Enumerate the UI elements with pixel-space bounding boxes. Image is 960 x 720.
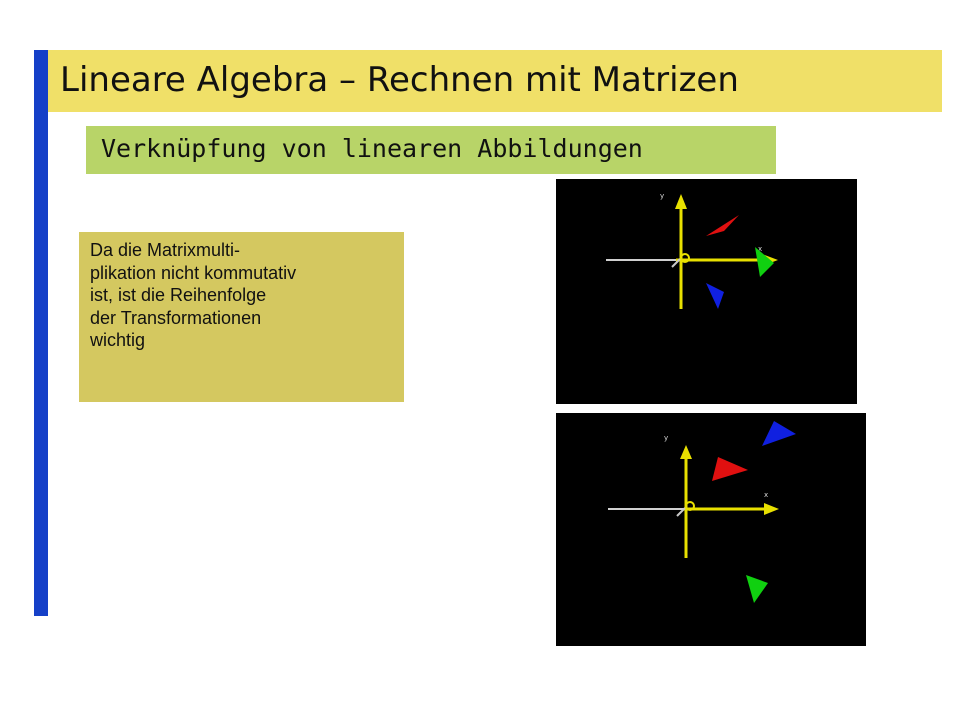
page-title: Lineare Algebra – Rechnen mit Matrizen xyxy=(60,60,739,100)
explanation-textbox xyxy=(79,232,404,402)
red-triangle xyxy=(712,457,748,481)
explanation-line-3: ist, ist die Reihenfolge xyxy=(90,285,267,305)
y-axis-label: y xyxy=(664,434,669,442)
y-axis-arrowhead xyxy=(675,194,687,209)
x-axis-arrowhead xyxy=(764,503,779,515)
transform-panel-bottom-graphic xyxy=(556,413,866,646)
left-accent-bar xyxy=(34,50,48,616)
y-axis-label: y xyxy=(660,192,665,200)
y-axis-arrowhead xyxy=(680,445,692,459)
red-triangle xyxy=(706,215,739,236)
transform-panel-top xyxy=(556,179,857,404)
blue-triangle xyxy=(762,421,796,446)
explanation-line-4: der Transformationen xyxy=(90,307,262,328)
page-subtitle: Verknüpfung von linearen Abbildungen xyxy=(101,134,643,163)
green-triangle xyxy=(746,575,768,603)
explanation-line-1: Da die Matrixmulti- xyxy=(90,240,241,260)
transform-panel-bottom xyxy=(556,413,866,646)
explanation-line-2: plikation nicht kommutativ xyxy=(90,262,297,283)
x-axis-label: x xyxy=(758,245,763,253)
transform-panel-top-graphic xyxy=(556,179,857,404)
x-axis-label: x xyxy=(764,491,769,499)
blue-triangle xyxy=(706,283,724,309)
explanation-line-5: wichtig xyxy=(90,330,146,350)
green-triangle xyxy=(755,247,774,277)
